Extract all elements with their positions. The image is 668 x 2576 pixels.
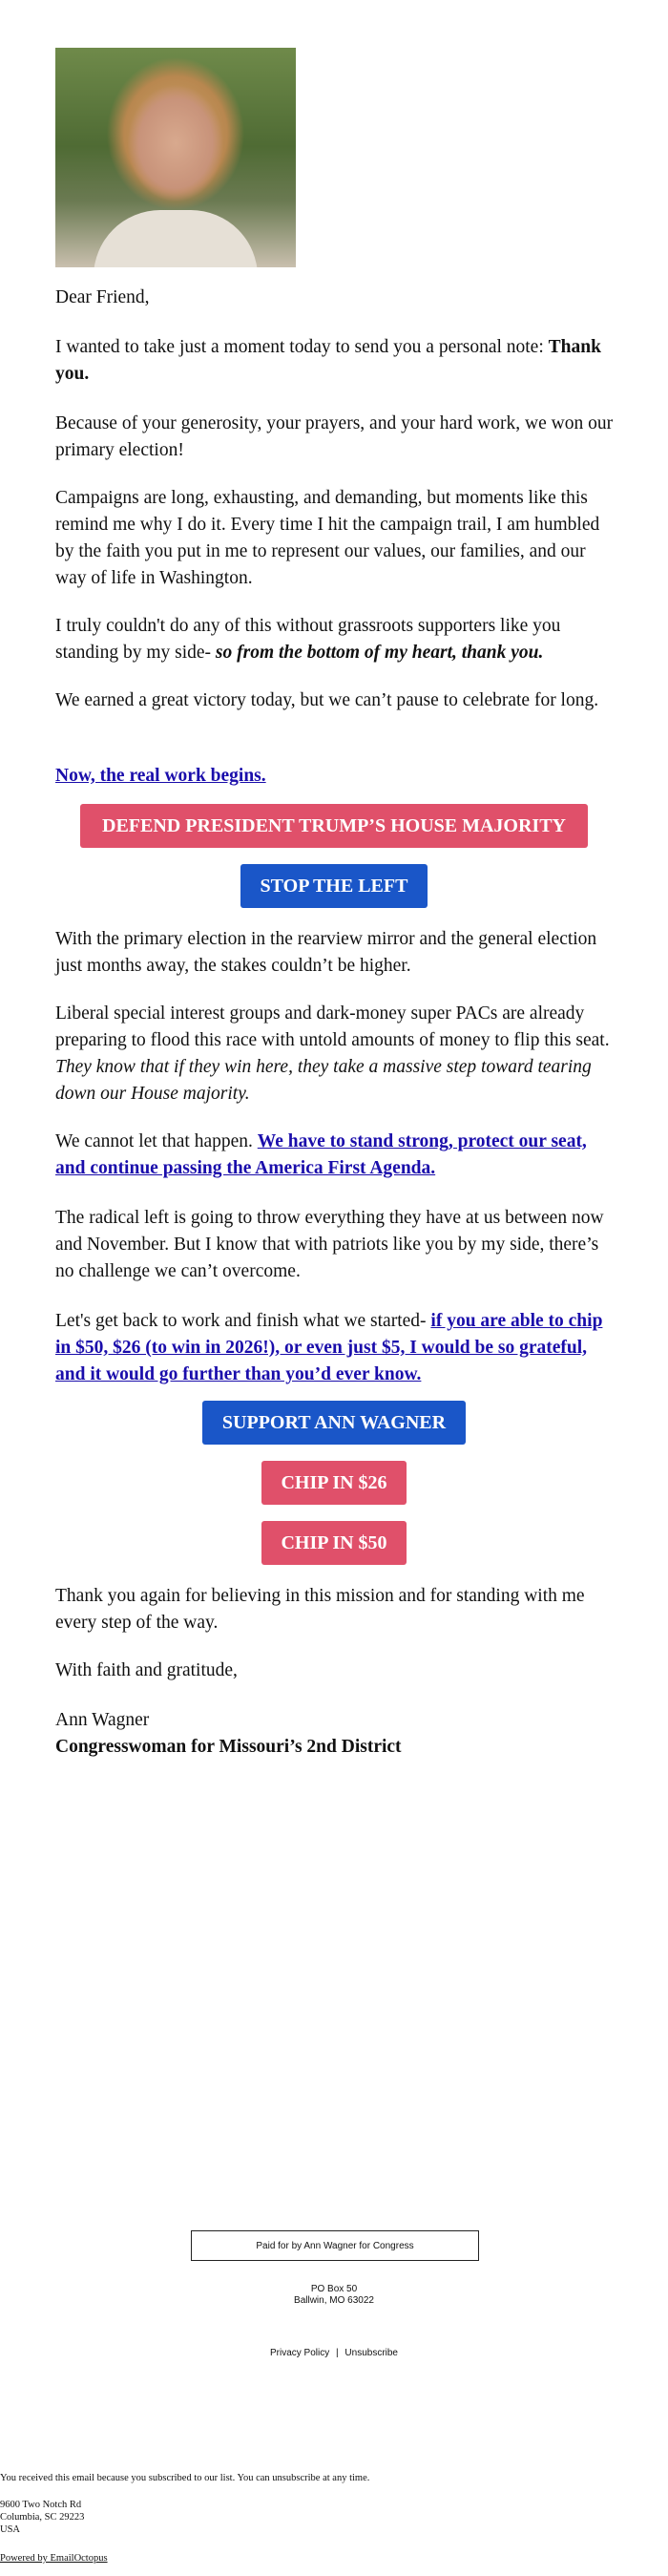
- paragraph-stand-strong: [55, 1129, 618, 1182]
- footer-links: [0, 2348, 668, 2358]
- paragraph-grassroots: [55, 613, 618, 666]
- paragraph-text: Let's get back to work and finish what we started-: [55, 1311, 427, 1331]
- paragraph-chip-in: [55, 1308, 618, 1388]
- po-box: PO Box 50: [310, 2284, 358, 2294]
- stand-strong-link[interactable]: We have to stand strong, protect our seat, and continue passing the America First Agenda.: [55, 1131, 587, 1178]
- paragraph-text: I truly couldn't do any of this without grassroots supporters like you standing by my side-: [55, 616, 561, 663]
- sender-address: [0, 2499, 84, 2536]
- paid-for-box: [191, 2230, 479, 2261]
- paragraph-text: We cannot let that happen.: [55, 1131, 253, 1151]
- stop-the-left-button[interactable]: STOP THE LEFT: [240, 864, 428, 908]
- paragraph-primary-win: Because of your generosity, your prayers, and your hard work, we won our primary election!: [55, 413, 614, 460]
- emphasis-thank-you: so from the bottom of my heart, thank you.: [215, 643, 544, 663]
- chip-in-26-button[interactable]: CHIP IN $26: [261, 1461, 407, 1505]
- paragraph-super-pacs: [55, 1001, 618, 1108]
- address-line-2: Columbia, SC 29223: [0, 2512, 85, 2523]
- address-country: USA: [0, 2524, 21, 2535]
- powered-by: [0, 2552, 108, 2565]
- link-separator: |: [336, 2348, 339, 2358]
- support-ann-wagner-button[interactable]: SUPPORT ANN WAGNER: [202, 1401, 466, 1445]
- privacy-policy-link[interactable]: Privacy Policy: [269, 2348, 330, 2358]
- paragraph-victory: We earned a great victory today, but we can’t pause to celebrate for long.: [55, 690, 599, 710]
- defend-majority-button[interactable]: DEFEND PRESIDENT TRUMP’S HOUSE MAJORITY: [80, 804, 588, 848]
- italic-majority: They know that if they win here, they take a massive step toward tearing down our House majority.: [55, 1057, 592, 1104]
- paid-for-text: Paid for by Ann Wagner for Congress: [256, 2240, 414, 2251]
- paragraph-real-work: [55, 763, 618, 790]
- emailoctopus-link[interactable]: Powered by EmailOctopus: [0, 2553, 108, 2564]
- signature-name: Ann Wagner: [55, 1710, 150, 1730]
- paragraph-thank-you: [55, 334, 618, 388]
- thank-you-bold: Thank you.: [55, 337, 601, 384]
- subscription-notice: You received this email because you subscribed to our list. You can unsubscribe at any time.: [0, 2473, 370, 2483]
- address-line-1: 9600 Two Notch Rd: [0, 2500, 82, 2510]
- greeting: Dear Friend,: [55, 287, 150, 307]
- footer-address: [0, 2284, 668, 2307]
- chip-in-link[interactable]: if you are able to chip in $50, $26 (to win in 2026!), or even just $5, I would be so grateful, and it would go further than you’d ever know.: [55, 1311, 603, 1384]
- chip-in-50-button[interactable]: CHIP IN $50: [261, 1521, 407, 1565]
- real-work-link[interactable]: Now, the real work begins.: [55, 766, 266, 786]
- signature-title: Congresswoman for Missouri’s 2nd District: [55, 1737, 402, 1757]
- city-state-zip: Ballwin, MO 63022: [294, 2295, 374, 2306]
- unsubscribe-link[interactable]: Unsubscribe: [344, 2348, 398, 2358]
- paragraph-text: I wanted to take just a moment today to send you a personal note:: [55, 337, 544, 357]
- paragraph-radical-left: The radical left is going to throw everything they have at us between now and November. But I know that with patriots like you by my side, there’s no challenge we can’t overcome.: [55, 1208, 604, 1281]
- paragraph-text: Liberal special interest groups and dark-money super PACs are already preparing to flood this race with untold amounts of money to flip this seat.: [55, 1003, 610, 1050]
- closing: With faith and gratitude,: [55, 1660, 238, 1680]
- paragraph-stakes: With the primary election in the rearview mirror and the general election just months away, the stakes couldn’t be higher.: [55, 929, 597, 976]
- candidate-photo: [55, 48, 296, 267]
- paragraph-thank-you-again: Thank you again for believing in this mission and for standing with me every step of the way.: [55, 1586, 585, 1633]
- paragraph-campaigns: Campaigns are long, exhausting, and demanding, but moments like this remind me why I do it. Every time I hit the campaign trail, I am humbled by the faith you put in me to represent our values, our families, and our way of life in Washington.: [55, 488, 600, 588]
